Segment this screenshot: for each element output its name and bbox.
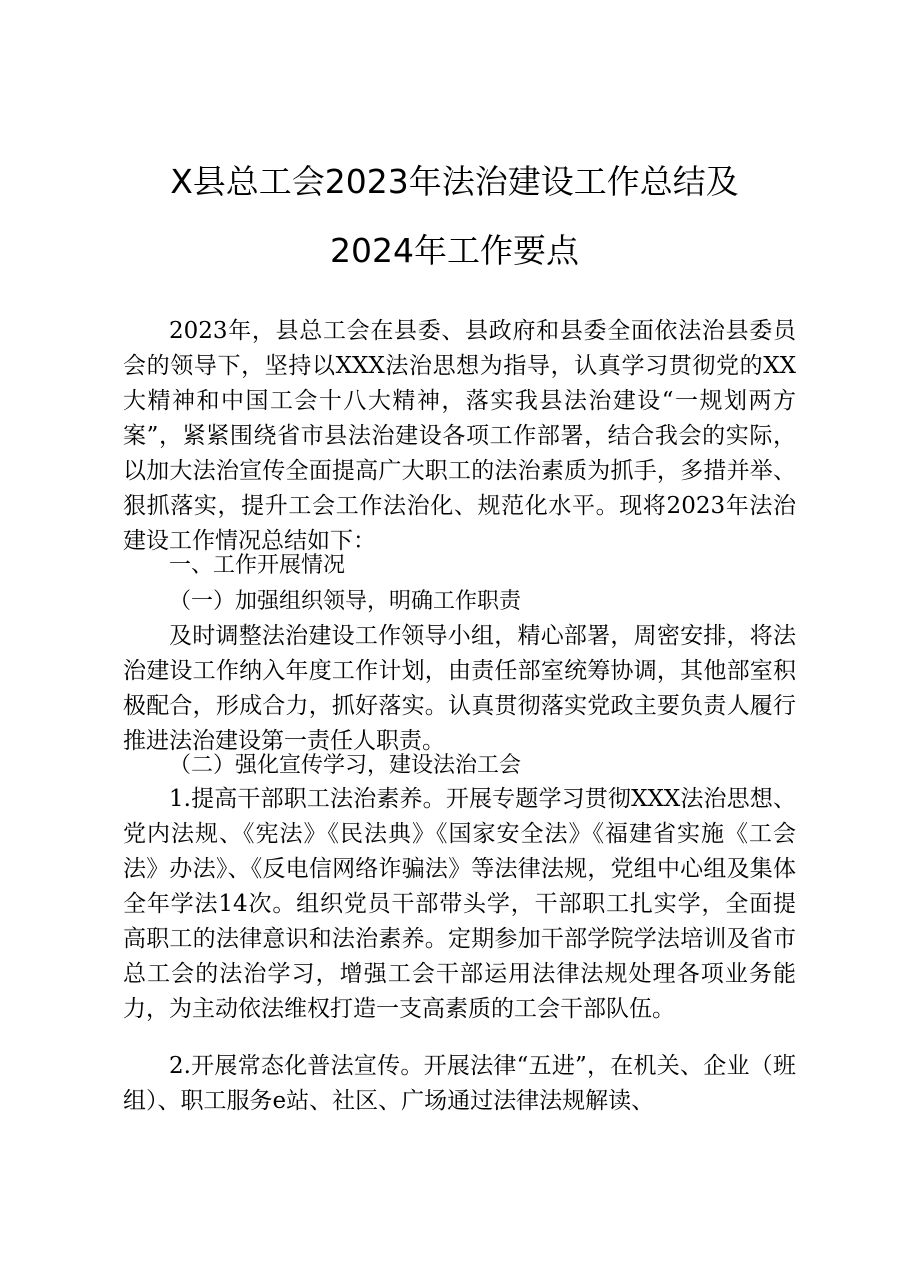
subsection-paragraph-1: 及时调整法治建设工作领导小组，精心部署，周密安排，将法治建设工作纳入年度工作计划，由责任部室统筹协调，其他部室积极配合，形成合力，抓好落实。认真贯彻落实党政主要负责人履行推进法治建设第一责任人职责。: [123, 623, 796, 754]
document-title-line2: 2024年工作要点: [330, 231, 579, 270]
subsection-heading-2: （二）强化宣传学习，建设法治工会: [169, 753, 522, 778]
item-paragraph-2: 2.开展常态化普法宣传。开展法律“五进”，在机关、企业（班组）、职工服务e站、社区、广场通过法律法规解读、: [123, 1053, 796, 1114]
subsection-heading-1: （一）加强组织领导，明确工作职责: [169, 589, 522, 614]
section-heading-1: 一、工作开展情况: [169, 553, 346, 578]
document-title-line1: X县总工会2023年法治建设工作总结及: [170, 162, 739, 201]
intro-paragraph: 2023年，县总工会在县委、县政府和县委全面依法治县委员会的领导下，坚持以XXX法治思想为指导，认真学习贯彻党的XX大精神和中国工会十八大精神，落实我县法治建设“一规划两方案”，紧紧围绕省市县法治建设各项工作部署，结合我会的实际，以加大法治宣传全面提高广大职工的法治素质为抓手，多措并举、狠抓落实，提升工会工作法治化、规范化水平。现将2023年法治建设工作情况总结如下：: [123, 318, 796, 554]
item-paragraph-1: 1.提高干部职工法治素养。开展专题学习贯彻XXX法治思想、党内法规、《宪法》《民法典》《国家安全法》《福建省实施《工会法》办法》、《反电信网络诈骗法》等法律法规，党组中心组及集体全年学法14次。组织党员干部带头学，干部职工扎实学，全面提高职工的法律意识和法治素养。定期参加干部学院学法培训及省市总工会的法治学习，增强工会干部运用法律法规处理各项业务能力，为主动依法维权打造一支高素质的工会干部队伍。: [123, 786, 796, 1022]
